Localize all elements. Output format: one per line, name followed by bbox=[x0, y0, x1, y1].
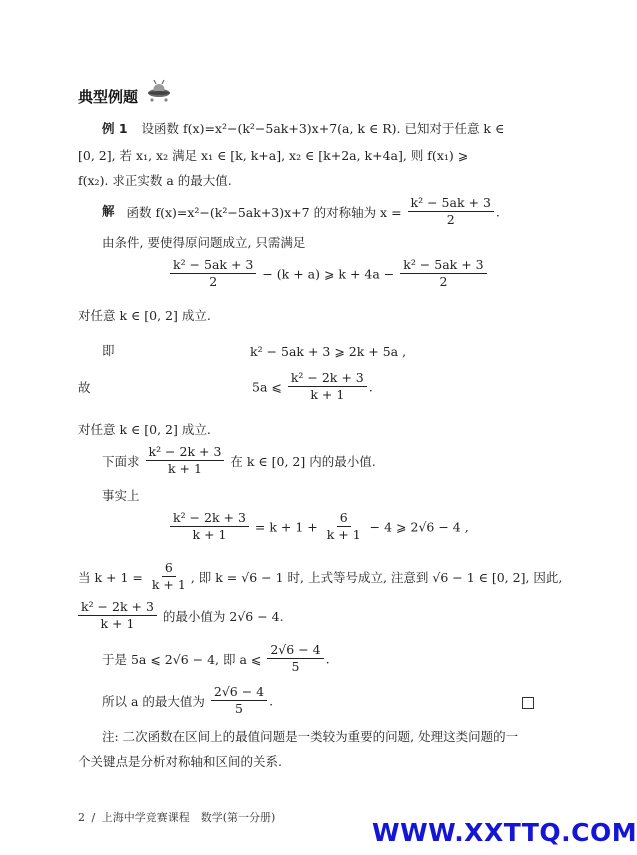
equation-4-middle: = k + 1 + bbox=[254, 519, 318, 535]
frac-num: k² − 5ak + 3 bbox=[170, 258, 256, 274]
frac-num: k² − 2k + 3 bbox=[146, 445, 225, 461]
frac-num: 6 bbox=[162, 561, 176, 577]
frac-den: k + 1 bbox=[310, 387, 345, 403]
solution-line-4: 对任意 k ∈ [0, 2] 成立. bbox=[78, 422, 211, 437]
frac-num: k² − 5ak + 3 bbox=[408, 196, 494, 212]
frac-num: k² − 5ak + 3 bbox=[400, 258, 486, 274]
symmetry-axis-fraction bbox=[408, 196, 494, 228]
frac-num: k² − 2k + 3 bbox=[78, 600, 157, 616]
example-text-1: 设函数 f(x)=x²−(k²−5ak+3)x+7(a, k ∈ R). 已知对于任意 k ∈ bbox=[141, 121, 505, 136]
line9-post: . bbox=[325, 651, 330, 667]
watermark: WWW.XXTTQ.COM bbox=[372, 818, 637, 847]
line9-pre: 于是 5a ⩽ 2√6 − 4, 即 a ⩽ bbox=[102, 651, 262, 667]
example-label: 例 1 bbox=[102, 121, 128, 136]
frac-num: 2√6 − 4 bbox=[267, 643, 323, 659]
frac-num: k² − 2k + 3 bbox=[288, 371, 367, 387]
gu-label: 故 bbox=[78, 380, 91, 395]
frac-den: 2 bbox=[209, 274, 218, 290]
line10-pre: 所以 a 的最大值为 bbox=[102, 693, 205, 709]
frac-num: k² − 2k + 3 bbox=[170, 511, 249, 527]
line5-post: 在 k ∈ [0, 2] 内的最小值. bbox=[230, 453, 376, 469]
frac-num: 6 bbox=[337, 511, 351, 527]
frac-den: 2 bbox=[446, 212, 455, 228]
ufo-icon bbox=[146, 78, 172, 104]
solution-line-1: 解 函数 f(x)=x²−(k²−5ak+3)x+7 的对称轴为 x = $\frac{\text{k² − 5ak + 3}}{2}$ . bbox=[102, 195, 500, 228]
example-line-1 bbox=[102, 119, 504, 137]
solution-label: 解 bbox=[102, 203, 115, 219]
equation-1 bbox=[168, 258, 489, 290]
solution-line-9 bbox=[102, 643, 330, 675]
footer-text: 上海中学竞赛课程 数学(第一分册) bbox=[101, 811, 276, 824]
page-number: 2 bbox=[78, 811, 85, 824]
equation-2: k² − 5ak + 3 ⩾ 2k + 5a , bbox=[250, 344, 407, 359]
equation-4 bbox=[168, 511, 469, 543]
equation-1-middle: − (k + a) ⩾ k + 4a − bbox=[262, 266, 395, 282]
frac-den: k + 1 bbox=[100, 616, 135, 632]
frac-den: k + 1 bbox=[151, 577, 186, 593]
page-footer: 2 / 上海中学竞赛课程 数学(第一分册) bbox=[78, 811, 276, 824]
line7-pre: 当 k + 1 = bbox=[78, 569, 143, 585]
frac-den: 5 bbox=[235, 701, 243, 717]
line5-pre: 下面求 bbox=[102, 453, 140, 469]
frac-den: k + 1 bbox=[326, 527, 361, 543]
example-line-2: [0, 2], 若 x₁, x₂ 满足 x₁ ∈ [k, k+a], x₂ ∈ [k+2a, k+4a], 则 f(x₁) ⩾ bbox=[78, 148, 469, 163]
line8-post: 的最小值为 2√6 − 4. bbox=[162, 608, 284, 624]
solution-line-3: 对任意 k ∈ [0, 2] 成立. bbox=[78, 308, 211, 323]
solution-line-7 bbox=[78, 561, 562, 593]
line7-post: , 即 k = √6 − 1 时, 上式等号成立, 注意到 √6 − 1 ∈ [0, 2], 因此, bbox=[190, 569, 563, 585]
note-line-1: 注: 二次函数在区间上的最值问题是一类较为重要的问题, 处理这类问题的一 bbox=[102, 729, 519, 744]
solution-line-10 bbox=[102, 685, 273, 717]
solution-text-1: 函数 f(x)=x²−(k²−5ak+3)x+7 的对称轴为 x = bbox=[126, 204, 402, 220]
section-title: 典型例题 bbox=[78, 88, 139, 106]
example-line-3: f(x₂). 求正实数 a 的最大值. bbox=[78, 173, 232, 188]
equation-3-left: 5a ⩽ bbox=[252, 379, 282, 395]
frac-den: k + 1 bbox=[192, 527, 227, 543]
qed-box-icon bbox=[522, 697, 534, 709]
equation-3: 5a ⩽ $\frac{\text{k² − 2k + 3}}{k + 1}$ . bbox=[252, 370, 373, 403]
note-line-2: 个关键点是分析对称轴和区间的关系. bbox=[78, 754, 282, 769]
solution-line-6: 事实上 bbox=[102, 488, 140, 503]
solution-line-8 bbox=[76, 600, 284, 632]
frac-den: 2 bbox=[439, 274, 448, 290]
equation-4-end: − 4 ⩾ 2√6 − 4 , bbox=[369, 519, 469, 535]
line10-post: . bbox=[269, 693, 274, 709]
solution-line-2: 由条件, 要使得原问题成立, 只需满足 bbox=[102, 235, 306, 250]
frac-den: k + 1 bbox=[167, 461, 202, 477]
frac-num: 2√6 − 4 bbox=[211, 685, 267, 701]
solution-line-5 bbox=[102, 445, 376, 477]
ji-label: 即 bbox=[102, 343, 115, 358]
frac-den: 5 bbox=[291, 659, 300, 675]
